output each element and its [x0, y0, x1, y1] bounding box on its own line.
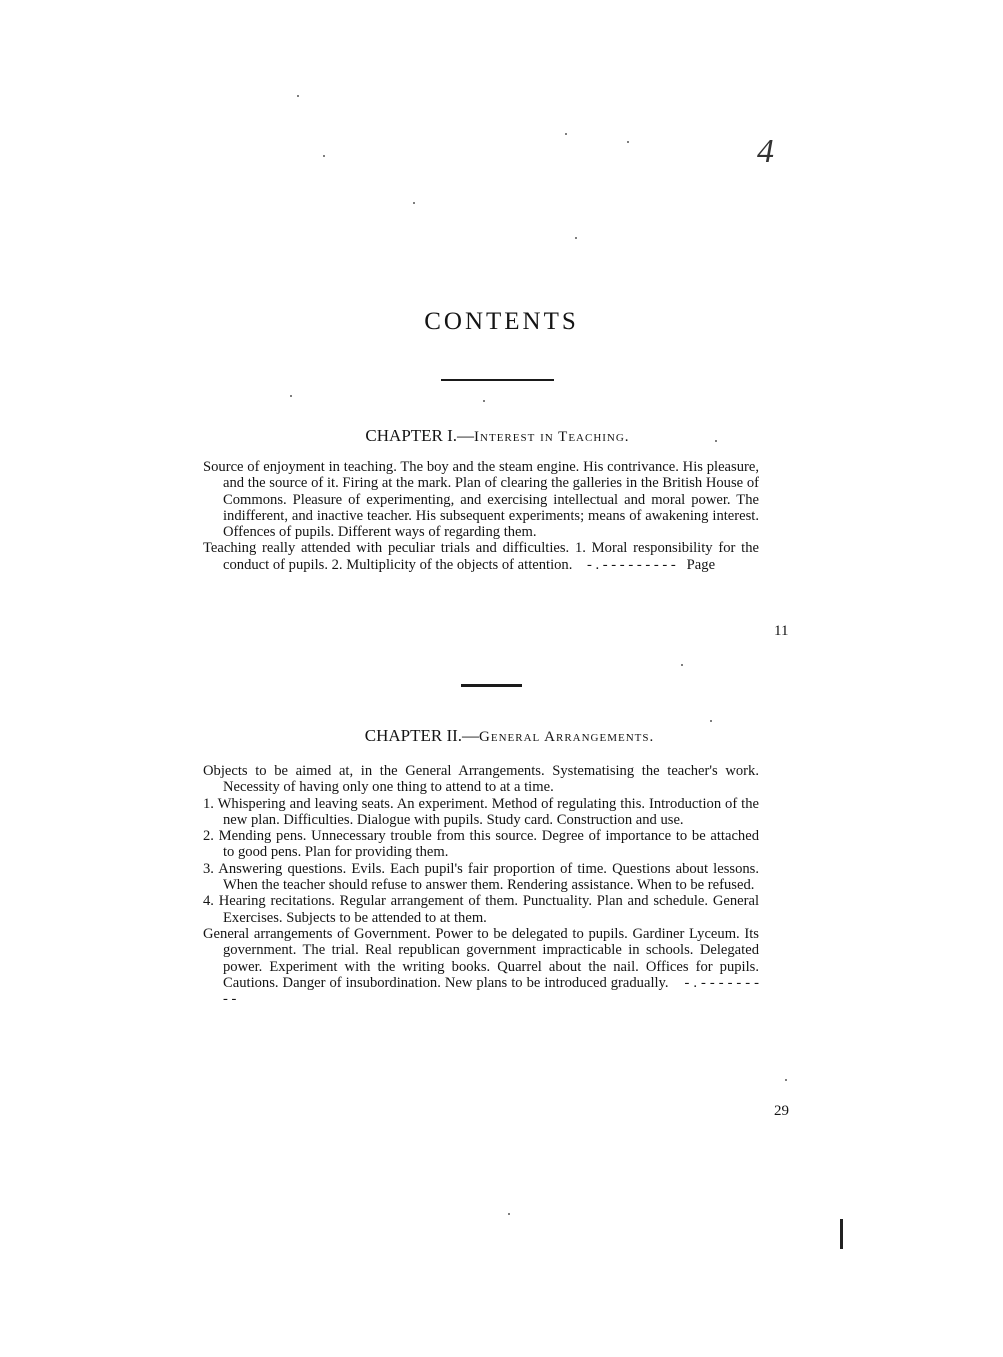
scan-speck: [715, 440, 717, 442]
chapter-2-heading: [8, 726, 1003, 746]
scan-speck: [565, 133, 567, 135]
chapter-1-title: Interest in Teaching.: [474, 429, 630, 445]
page-label: Page: [686, 556, 716, 573]
chapter-1-entries: [203, 459, 759, 573]
toc-entry: 2. Mending pens. Unnecessary trouble from this source. Degree of importance to be attached to good pens. Plan for providing them.: [203, 828, 759, 861]
toc-entry: 4. Hearing recitations. Regular arrangement of them. Punctuality. Plan and schedule. General Exercises. Subjects to be attended to at them.: [203, 893, 759, 926]
scan-speck: [710, 720, 712, 722]
chapter-2-prefix: CHAPTER II.—: [364, 726, 480, 745]
page-title: CONTENTS: [424, 308, 579, 335]
scan-speck: [627, 141, 629, 143]
toc-entry: Objects to be aimed at, in the General Arrangements. Systematising the teacher's work. Necessity of having only one thing to attend to at a time.: [203, 763, 759, 796]
title-rule: [441, 379, 554, 381]
chapter-1-prefix: CHAPTER I.—: [365, 426, 475, 445]
corner-mark: 4: [757, 133, 774, 170]
scan-speck: [681, 664, 683, 666]
toc-entry: [203, 926, 759, 1007]
scan-speck: [785, 1079, 787, 1081]
scan-speck: [413, 202, 415, 204]
chapter-2-page-number: 29: [774, 1103, 789, 1119]
toc-entry: Source of enjoyment in teaching. The boy and the steam engine. His contrivance. His pleasure, and the source of it. Firing at the mark. Plan of clearing the galleries in the British House of Commons. Pleasure of experimenting, and exercising intellectual and moral power. The indifferent, and inactive teacher. His subsequent experiments; means of awakening interest. Offences of pupils. Different ways of regarding them.: [203, 459, 759, 541]
scan-speck: [508, 1213, 510, 1215]
chapter-separator-rule: [461, 684, 522, 687]
scan-speck: [575, 237, 577, 239]
chapter-1-heading: [0, 426, 999, 446]
leader-dots: - . - - - - - - - - -: [223, 974, 760, 1008]
toc-entry: 3. Answering questions. Evils. Each pupil's fair proportion of time. Questions about lessons. When the teacher should refuse to answer them. Rendering assistance. When to be refused.: [203, 860, 759, 894]
scan-speck: [297, 95, 299, 97]
toc-entry: [203, 540, 759, 573]
toc-entry-text: General arrangements of Government. Power to be delegated to pupils. Gardiner Lyceum. Its government. The trial. Real republican government impracticable in schools. Delegated power. Experiment with the writing books. Quarrel about the nail. Offices for pupils. Cautions. Danger of insubordination. New plans to be introduced gradually.: [203, 925, 759, 991]
chapter-2-entries: [203, 763, 759, 1007]
chapter-2-title: General Arrangements.: [479, 729, 655, 745]
page-edge-mark: [840, 1219, 843, 1249]
scan-speck: [323, 155, 325, 157]
scan-speck: [290, 395, 292, 397]
toc-entry-text: Teaching really attended with peculiar trials and difficulties. 1. Moral responsibility for the conduct of pupils. 2. Multiplicity of the objects of attention.: [203, 540, 759, 573]
scan-speck: [483, 400, 485, 402]
leader-dots: - . - - - - - - - - -: [586, 556, 676, 573]
chapter-1-page-number: 11: [774, 623, 789, 639]
toc-entry: 1. Whispering and leaving seats. An experiment. Method of regulating this. Introduction of the new plan. Difficulties. Dialogue with pupils. Study card. Construction and use.: [203, 795, 759, 828]
